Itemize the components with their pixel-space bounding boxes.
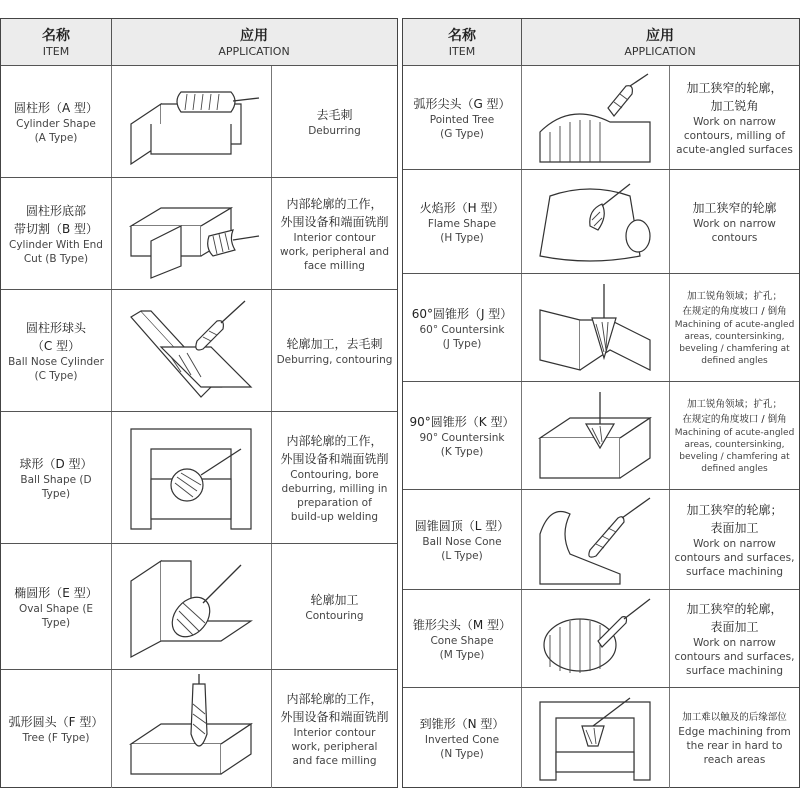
application-zh: 轮廓加工，去毛刺 [286,337,383,351]
application-zh: 内部轮廓的工作， 外围设备和端面铣削 [280,197,389,229]
application-cell [670,590,799,688]
application-cell [272,66,397,178]
application-zh: 加工狭窄的轮廓； 表面加工 [686,503,783,535]
application-cell [670,274,799,382]
application-en: Work on narrow contours and surfaces, surface machining [674,538,795,578]
application-en: Deburring [308,125,361,137]
60-degree-countersink-illustration [522,274,668,382]
item-name-zh: 火焰形（H 型） [419,201,505,215]
inverted-cone-illustration [522,688,668,788]
item-name-en: Pointed Tree (G Type) [429,114,495,140]
item-name-en: Ball Nose Cylinder (C Type) [8,356,104,382]
item-heading-zh: 名称 [448,28,476,44]
item-name-zh: 圆柱形球头 （C 型） [25,321,86,353]
right-table-header [403,19,799,66]
item-name-en: 60° Countersink (J Type) [419,324,505,350]
application-cell [272,412,397,544]
item-name-zh: 圆柱形底部 带切割（B 型） [13,204,99,236]
application-en: Contouring, bore deburring, milling in preparation of build-up welding [281,469,388,523]
application-zh: 加工难以触及的后缘部位 [682,711,787,723]
table-row-c-type [1,289,397,412]
item-cell [1,412,111,544]
item-name-zh: 弧形尖头（G 型） [413,97,511,111]
application-zh: 加工锐角领域；扩孔； 在规定的角度坡口 / 倒角 [682,291,787,317]
table-row-k-type [403,381,799,490]
table-row-d-type [1,411,397,544]
item-name-zh: 圆锥圆顶（L 型） [414,519,510,533]
application-cell [272,178,397,290]
item-cell [1,544,111,670]
item-cell [403,590,521,688]
item-heading-zh: 名称 [42,28,70,44]
table-row-j-type [403,273,799,382]
ball-shape-illustration [112,412,270,544]
90-degree-countersink-illustration [522,382,668,490]
item-heading-en: ITEM [42,45,70,58]
item-name-en: Ball Nose Cone (L Type) [422,536,502,562]
ball-nose-cone-illustration [522,490,668,590]
application-en: Interior contour work, peripheral and face milling [280,232,389,272]
application-zh: 内部轮廓的工作， 外围设备和端面铣削 [280,692,389,724]
application-cell [272,670,397,788]
application-zh: 加工锐角领域；扩孔； 在规定的角度坡口 / 倒角 [682,399,787,425]
application-cell [670,66,799,170]
item-cell [1,178,111,290]
item-name-en: Inverted Cone (N Type) [424,734,500,760]
application-en: Deburring, contouring [276,354,393,366]
item-name-en: Flame Shape (H Type) [427,218,497,244]
item-cell [403,170,521,274]
right-table [402,18,800,788]
application-heading-zh: 应用 [240,28,268,44]
cone-shape-illustration [522,590,668,688]
table-row-m-type [403,589,799,688]
table-row-g-type [403,65,799,170]
application-zh: 加工狭窄的轮廓， 表面加工 [686,602,783,634]
left-table-header [1,19,397,66]
application-zh: 加工狭窄的轮廓 [692,201,777,215]
item-name-zh: 60°圆锥形（J 型） [411,307,513,321]
tree-shape-illustration [112,670,270,788]
item-cell [403,688,521,788]
flame-shape-illustration [522,170,668,274]
application-heading-zh: 应用 [646,28,674,44]
application-cell [670,170,799,274]
application-zh: 内部轮廓的工作， 外围设备和端面铣削 [280,434,389,466]
application-en: Machining of acute-angled areas, countersinking, beveling / chamfering at defined angles [674,320,795,366]
item-name-zh: 90°圆锥形（K 型） [409,415,515,429]
application-heading-en: APPLICATION [218,45,290,58]
application-en: Work on narrow contours, milling of acute-angled surfaces [676,116,793,156]
table-row-n-type [403,687,799,788]
item-cell [403,382,521,490]
item-name-zh: 到锥形（N 型） [419,717,505,731]
application-en: Work on narrow contours and surfaces, surface machining [674,637,795,677]
application-zh: 去毛刺 [316,108,353,122]
table-row-a-type [1,65,397,178]
application-heading-en: APPLICATION [624,45,696,58]
item-name-zh: 椭圆形（E 型） [14,586,98,600]
item-name-zh: 锥形尖头（M 型） [412,618,512,632]
item-name-en: Tree (F Type) [22,732,90,744]
oval-shape-illustration [112,544,270,670]
cylinder-end-cut-illustration [112,178,270,290]
ball-nose-cylinder-illustration [112,290,270,412]
left-table [0,18,398,788]
table-row-b-type [1,177,397,290]
pointed-tree-illustration [522,66,668,170]
application-en: Edge machining from the rear in hard to reach areas [678,725,791,766]
item-name-en: Oval Shape (E Type) [18,603,94,629]
item-heading-en: ITEM [448,45,476,58]
application-cell [670,688,799,788]
item-cell [1,66,111,178]
application-cell [670,382,799,490]
table-row-e-type [1,543,397,670]
application-en: Machining of acute-angled areas, countersinking, beveling / chamfering at defined angles [674,428,795,474]
item-cell [1,670,111,788]
application-cell [272,290,397,412]
table-row-l-type [403,489,799,590]
item-name-zh: 圆柱形（A 型） [13,101,99,115]
item-cell [403,490,521,590]
item-name-en: 90° Countersink (K Type) [419,432,505,458]
application-en: Work on narrow contours [693,218,776,244]
application-en: Contouring [305,610,364,622]
item-name-zh: 弧形圆头（F 型） [8,715,104,729]
item-name-en: Cone Shape (M Type) [430,635,494,661]
table-row-h-type [403,169,799,274]
item-cell [403,66,521,170]
item-name-en: Cylinder Shape (A Type) [16,118,96,144]
application-cell [670,490,799,590]
cylinder-shape-illustration [112,66,270,178]
item-name-en: Cylinder With End Cut (B Type) [9,239,103,265]
application-zh: 加工狭窄的轮廓， 加工锐角 [686,81,783,113]
item-cell [1,290,111,412]
item-name-en: Ball Shape (D Type) [20,474,92,500]
application-en: Interior contour work, peripheral and face milling [291,727,378,767]
table-row-f-type [1,669,397,788]
item-name-zh: 球形（D 型） [19,457,93,471]
application-zh: 轮廓加工 [310,593,359,607]
application-cell [272,544,397,670]
item-cell [403,274,521,382]
